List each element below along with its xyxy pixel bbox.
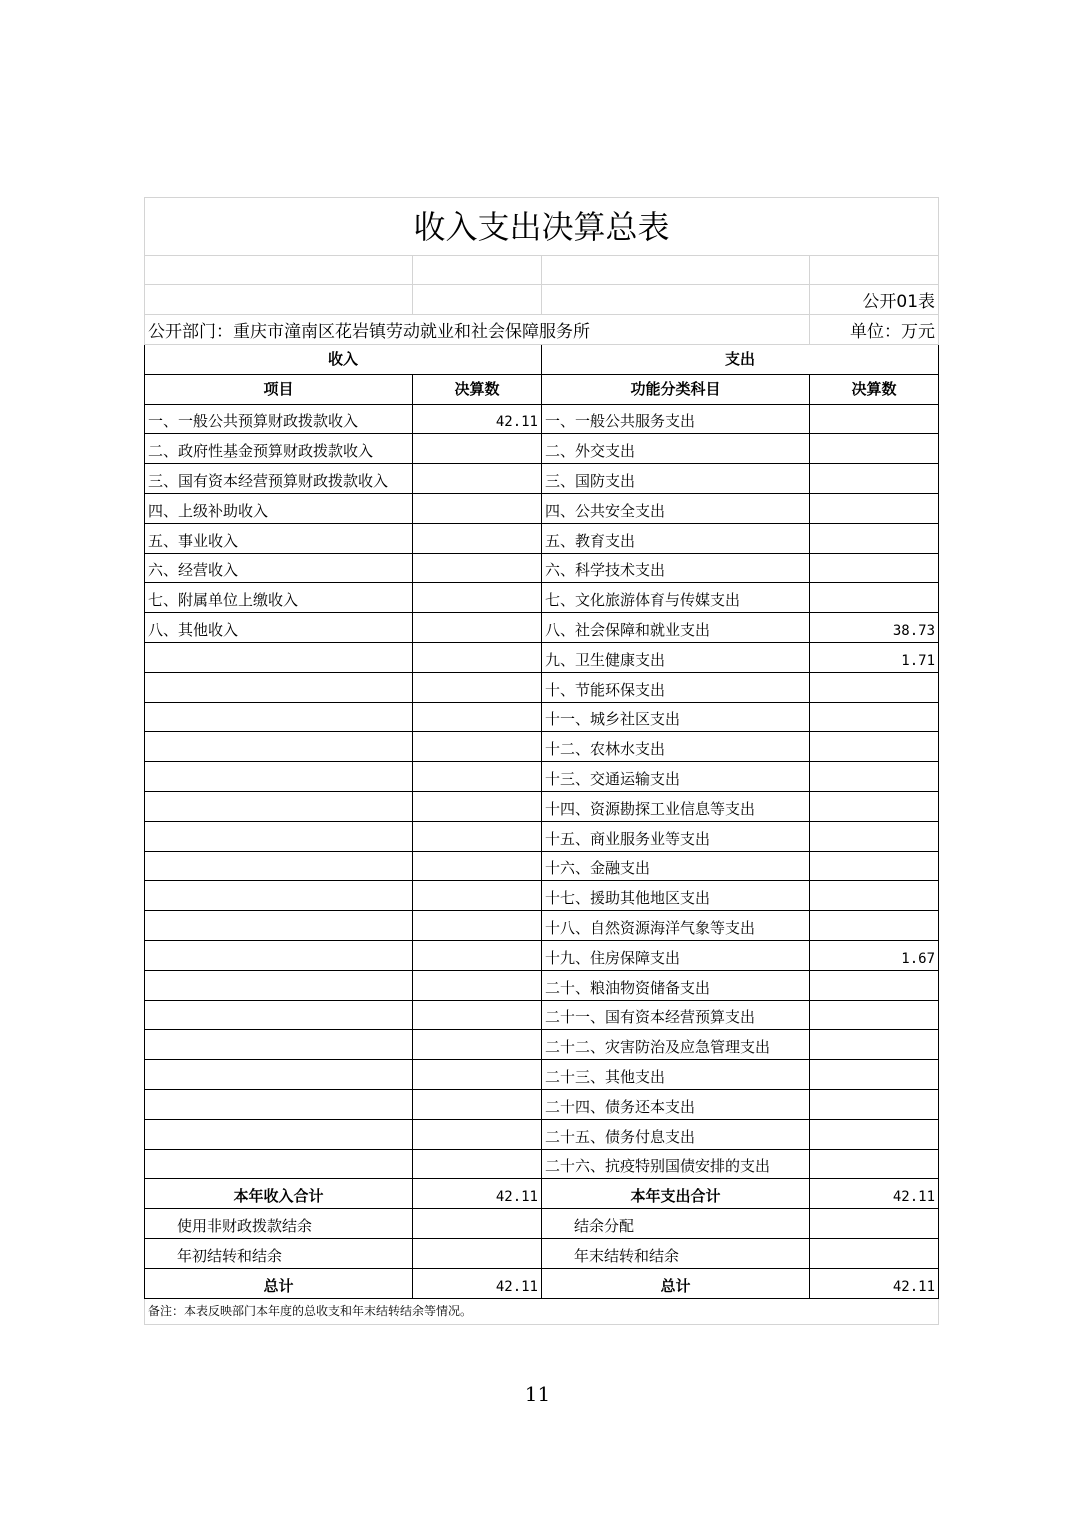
expense-amount — [810, 851, 939, 881]
income-amount — [413, 762, 542, 792]
table-title: 收入支出决算总表 — [145, 198, 939, 256]
income-amount — [413, 1149, 542, 1179]
expense-item: 二十四、债务还本支出 — [542, 1089, 810, 1119]
income-amount: 42.11 — [413, 404, 542, 434]
expense-amount — [810, 523, 939, 553]
table-row — [145, 791, 939, 821]
expense-amount — [810, 970, 939, 1000]
end-balance-value — [810, 1238, 939, 1268]
expense-item: 六、科学技术支出 — [542, 553, 810, 583]
expense-amount — [810, 732, 939, 762]
expense-amount — [810, 493, 939, 523]
expense-item: 九、卫生健康支出 — [542, 642, 810, 672]
revenue-expenditure-table — [144, 197, 939, 1325]
income-amount — [413, 493, 542, 523]
budget-sheet — [144, 197, 938, 1325]
expense-header: 支出 — [542, 345, 939, 375]
income-item: 二、政府性基金预算财政拨款收入 — [145, 434, 413, 464]
income-item — [145, 1119, 413, 1149]
table-row — [145, 821, 939, 851]
income-item — [145, 940, 413, 970]
income-amount — [413, 1060, 542, 1090]
table-row — [145, 762, 939, 792]
table-row — [145, 1149, 939, 1179]
expense-amount — [810, 1149, 939, 1179]
blank-cell — [413, 256, 542, 285]
amount-header: 决算数 — [413, 374, 542, 404]
income-item — [145, 1060, 413, 1090]
expense-item: 八、社会保障和就业支出 — [542, 613, 810, 643]
begin-balance-value — [413, 1238, 542, 1268]
income-amount — [413, 1030, 542, 1060]
income-amount — [413, 791, 542, 821]
expense-amount — [810, 464, 939, 494]
table-row — [145, 940, 939, 970]
income-amount — [413, 613, 542, 643]
income-amount — [413, 940, 542, 970]
income-amount — [413, 821, 542, 851]
table-row — [145, 493, 939, 523]
expense-amount — [810, 881, 939, 911]
expense-amount — [810, 1030, 939, 1060]
income-amount — [413, 642, 542, 672]
expense-amount: 38.73 — [810, 613, 939, 643]
income-item — [145, 851, 413, 881]
table-row — [145, 970, 939, 1000]
item-header: 项目 — [145, 374, 413, 404]
table-note: 备注：本表反映部门本年度的总收支和年末结转结余等情况。 — [145, 1298, 939, 1324]
table-code: 公开01表 — [810, 285, 939, 315]
table-row — [145, 1000, 939, 1030]
expense-item: 十七、援助其他地区支出 — [542, 881, 810, 911]
blank-cell — [542, 256, 810, 285]
income-item — [145, 1089, 413, 1119]
blank-cell — [810, 256, 939, 285]
income-amount — [413, 911, 542, 941]
income-amount — [413, 1089, 542, 1119]
expense-amount — [810, 1000, 939, 1030]
income-item — [145, 881, 413, 911]
income-total-label: 本年收入合计 — [145, 1179, 413, 1209]
expense-item: 五、教育支出 — [542, 523, 810, 553]
expense-amount — [810, 553, 939, 583]
expense-item: 二十、粮油物资储备支出 — [542, 970, 810, 1000]
table-row — [145, 1060, 939, 1090]
expense-item: 二十五、债务付息支出 — [542, 1119, 810, 1149]
expense-amount — [810, 583, 939, 613]
income-item — [145, 1000, 413, 1030]
income-header: 收入 — [145, 345, 542, 375]
expense-amount — [810, 1119, 939, 1149]
income-item — [145, 672, 413, 702]
income-item — [145, 791, 413, 821]
grand-expense-label: 总计 — [542, 1268, 810, 1298]
expense-total-label: 本年支出合计 — [542, 1179, 810, 1209]
table-row — [145, 613, 939, 643]
income-item — [145, 702, 413, 732]
income-item — [145, 821, 413, 851]
expense-item: 十、节能环保支出 — [542, 672, 810, 702]
expense-item: 二十一、国有资本经营预算支出 — [542, 1000, 810, 1030]
nonfiscal-value — [413, 1209, 542, 1239]
unit-label: 单位：万元 — [810, 315, 939, 345]
table-row — [145, 583, 939, 613]
surplus-dist-value — [810, 1209, 939, 1239]
income-item — [145, 642, 413, 672]
expense-amount — [810, 762, 939, 792]
table-row — [145, 434, 939, 464]
income-item: 三、国有资本经营预算财政拨款收入 — [145, 464, 413, 494]
income-item — [145, 1030, 413, 1060]
income-amount — [413, 702, 542, 732]
nonfiscal-label: 使用非财政拨款结余 — [145, 1209, 413, 1239]
expense-item: 二十二、灾害防治及应急管理支出 — [542, 1030, 810, 1060]
blank-cell — [413, 285, 542, 315]
expense-amount — [810, 1060, 939, 1090]
expense-amount — [810, 434, 939, 464]
income-item: 七、附属单位上缴收入 — [145, 583, 413, 613]
expense-item: 二十三、其他支出 — [542, 1060, 810, 1090]
expense-item: 十九、住房保障支出 — [542, 940, 810, 970]
expense-amount — [810, 791, 939, 821]
grand-income-value: 42.11 — [413, 1268, 542, 1298]
expense-item: 三、国防支出 — [542, 464, 810, 494]
table-row — [145, 1089, 939, 1119]
income-item: 四、上级补助收入 — [145, 493, 413, 523]
income-amount — [413, 1119, 542, 1149]
func-category-header: 功能分类科目 — [542, 374, 810, 404]
table-row — [145, 1030, 939, 1060]
expense-item: 七、文化旅游体育与传媒支出 — [542, 583, 810, 613]
income-item — [145, 970, 413, 1000]
expense-item: 十六、金融支出 — [542, 851, 810, 881]
income-amount — [413, 553, 542, 583]
income-amount — [413, 732, 542, 762]
expense-item: 十八、自然资源海洋气象等支出 — [542, 911, 810, 941]
income-item — [145, 911, 413, 941]
table-row — [145, 404, 939, 434]
income-item: 五、事业收入 — [145, 523, 413, 553]
expense-amount — [810, 672, 939, 702]
income-item — [145, 732, 413, 762]
grand-expense-value: 42.11 — [810, 1268, 939, 1298]
table-row — [145, 851, 939, 881]
end-balance-label: 年末结转和结余 — [542, 1238, 810, 1268]
expense-item: 四、公共安全支出 — [542, 493, 810, 523]
income-item — [145, 1149, 413, 1179]
expense-amount — [810, 404, 939, 434]
amount-header-2: 决算数 — [810, 374, 939, 404]
table-row — [145, 642, 939, 672]
expense-item: 一、一般公共服务支出 — [542, 404, 810, 434]
income-amount — [413, 970, 542, 1000]
expense-item: 二十六、抗疫特别国债安排的支出 — [542, 1149, 810, 1179]
expense-item: 十三、交通运输支出 — [542, 762, 810, 792]
expense-item: 二、外交支出 — [542, 434, 810, 464]
income-amount — [413, 434, 542, 464]
income-amount — [413, 464, 542, 494]
table-row — [145, 1119, 939, 1149]
income-item: 八、其他收入 — [145, 613, 413, 643]
income-amount — [413, 1000, 542, 1030]
table-row — [145, 464, 939, 494]
table-row — [145, 911, 939, 941]
table-row — [145, 553, 939, 583]
income-amount — [413, 583, 542, 613]
income-item — [145, 762, 413, 792]
expense-amount — [810, 911, 939, 941]
department-label: 公开部门：重庆市潼南区花岩镇劳动就业和社会保障服务所 — [145, 315, 810, 345]
expense-amount — [810, 702, 939, 732]
income-amount — [413, 523, 542, 553]
income-amount — [413, 672, 542, 702]
expense-total-value: 42.11 — [810, 1179, 939, 1209]
expense-item: 十二、农林水支出 — [542, 732, 810, 762]
expense-amount — [810, 1089, 939, 1119]
blank-cell — [145, 256, 413, 285]
blank-cell — [542, 285, 810, 315]
table-row — [145, 523, 939, 553]
income-amount — [413, 851, 542, 881]
table-row — [145, 732, 939, 762]
income-total-value: 42.11 — [413, 1179, 542, 1209]
expense-amount: 1.67 — [810, 940, 939, 970]
surplus-dist-label: 结余分配 — [542, 1209, 810, 1239]
grand-income-label: 总计 — [145, 1268, 413, 1298]
expense-amount: 1.71 — [810, 642, 939, 672]
blank-cell — [145, 285, 413, 315]
expense-amount — [810, 821, 939, 851]
income-item: 一、一般公共预算财政拨款收入 — [145, 404, 413, 434]
begin-balance-label: 年初结转和结余 — [145, 1238, 413, 1268]
expense-item: 十四、资源勘探工业信息等支出 — [542, 791, 810, 821]
page-number: 11 — [524, 1382, 551, 1406]
table-row — [145, 881, 939, 911]
table-row — [145, 702, 939, 732]
income-amount — [413, 881, 542, 911]
expense-item: 十一、城乡社区支出 — [542, 702, 810, 732]
table-row — [145, 672, 939, 702]
income-item: 六、经营收入 — [145, 553, 413, 583]
expense-item: 十五、商业服务业等支出 — [542, 821, 810, 851]
